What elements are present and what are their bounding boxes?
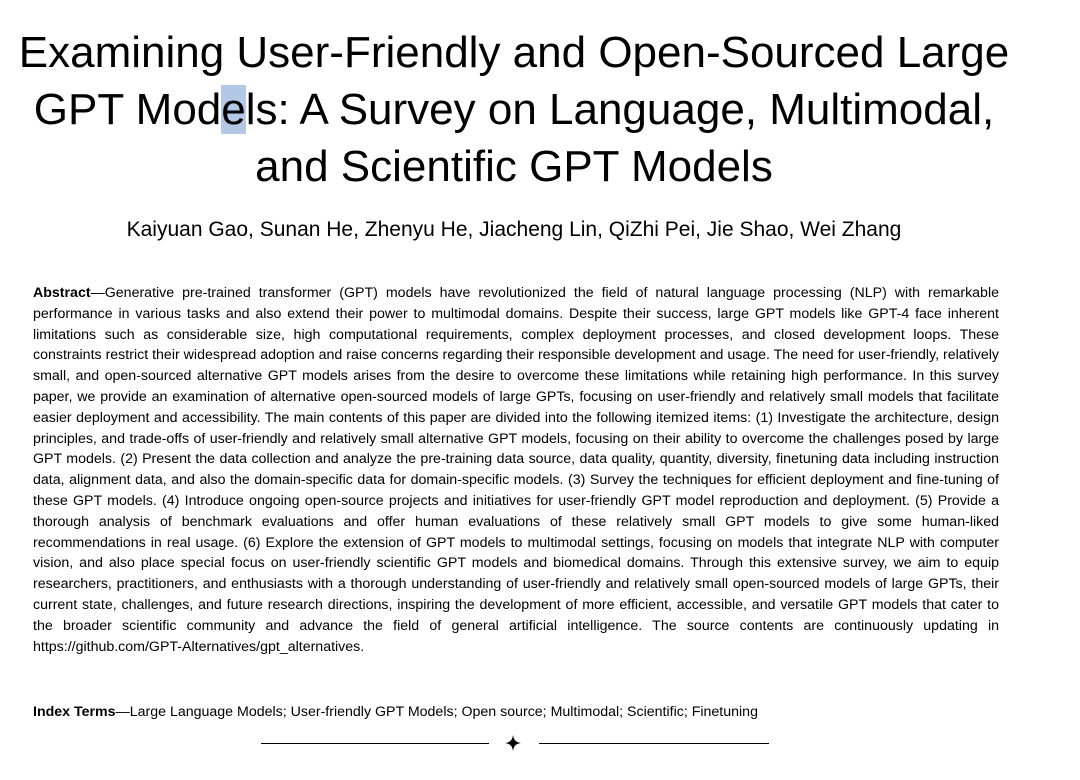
paper-title xyxy=(0,24,1028,195)
abstract-text: —Generative pre-trained transformer (GPT) models have revolutionized the field of natural language processing (NLP) with remarkable performance in various tasks and also extend their power to multimodal domains. Despite their success, large GPT models like GPT-4 face inherent limitations such as considerable size, high computational requirements, complex deployment processes, and closed development loops. These constraints restrict their widespread adoption and raise concerns regarding their responsible development and usage. The need for user-friendly, relatively small, and open-sourced alternative GPT models arises from the desire to overcome these limitations while retaining high performance. In this survey paper, we provide an examination of alternative open-sourced models of large GPTs, focusing on user-friendly and relatively small models that facilitate easier deployment and accessibility. The main contents of this paper are divided into the following itemized items: (1) Investigate the architecture, design principles, and trade-offs of user-friendly and relatively small alternative GPT models, focusing on their ability to overcome the challenges posed by large GPT models. (2) Present the data collection and analyze the pre-training data source, data quality, quantity, diversity, finetuning data including instruction data, alignment data, and also the domain-specific data for domain-specific models. (3) Survey the techniques for efficient deployment and fine-tuning of these GPT models. (4) Introduce ongoing open-source projects and initiatives for user-friendly GPT model reproduction and deployment. (5) Provide a thorough analysis of benchmark evaluations and offer human evaluations of these relatively small GPT models to give some human-liked recommendations in real usage. (6) Explore the extension of GPT models to multimodal settings, focusing on models that integrate NLP with computer vision, and also place special focus on user-friendly scientific GPT models and biomedical domains. Through this extensive survey, we aim to equip researchers, practitioners, and enthusiasts with a thorough understanding of user-friendly and relatively small open-sourced models of large GPTs, their current state, challenges, and future research directions, inspiring the development of more efficient, accessible, and versatile GPT models that cater to the broader scientific community and advance the field of general artificial intelligence. The source contents are continuously updating in https://github.com/GPT-Alternatives/gpt_alternatives. xyxy=(33,285,999,655)
index-terms-label: Index Terms xyxy=(33,704,116,720)
abstract-label: Abstract xyxy=(33,285,91,301)
index-terms-text: —Large Language Models; User-friendly GPT Models; Open source; Multimodal; Scientific; Finetuning xyxy=(115,704,758,720)
four-point-star-icon xyxy=(505,735,521,751)
divider-line-right xyxy=(539,743,769,744)
divider-line-left xyxy=(261,743,489,744)
text-selection-highlight[interactable]: e xyxy=(221,85,246,134)
title-text-before-selection: Examining User-Friendly and Open-Sourced Large GPT Mod xyxy=(18,28,1010,134)
section-divider xyxy=(261,731,769,755)
index-terms xyxy=(33,702,999,722)
author-list: Kaiyuan Gao, Sunan He, Zhenyu He, Jiacheng Lin, QiZhi Pei, Jie Shao, Wei Zhang xyxy=(126,218,902,241)
title-text-after-selection: ls: A Survey on Language, Multimodal, and Scientific GPT Models xyxy=(245,85,995,191)
abstract xyxy=(33,283,999,657)
